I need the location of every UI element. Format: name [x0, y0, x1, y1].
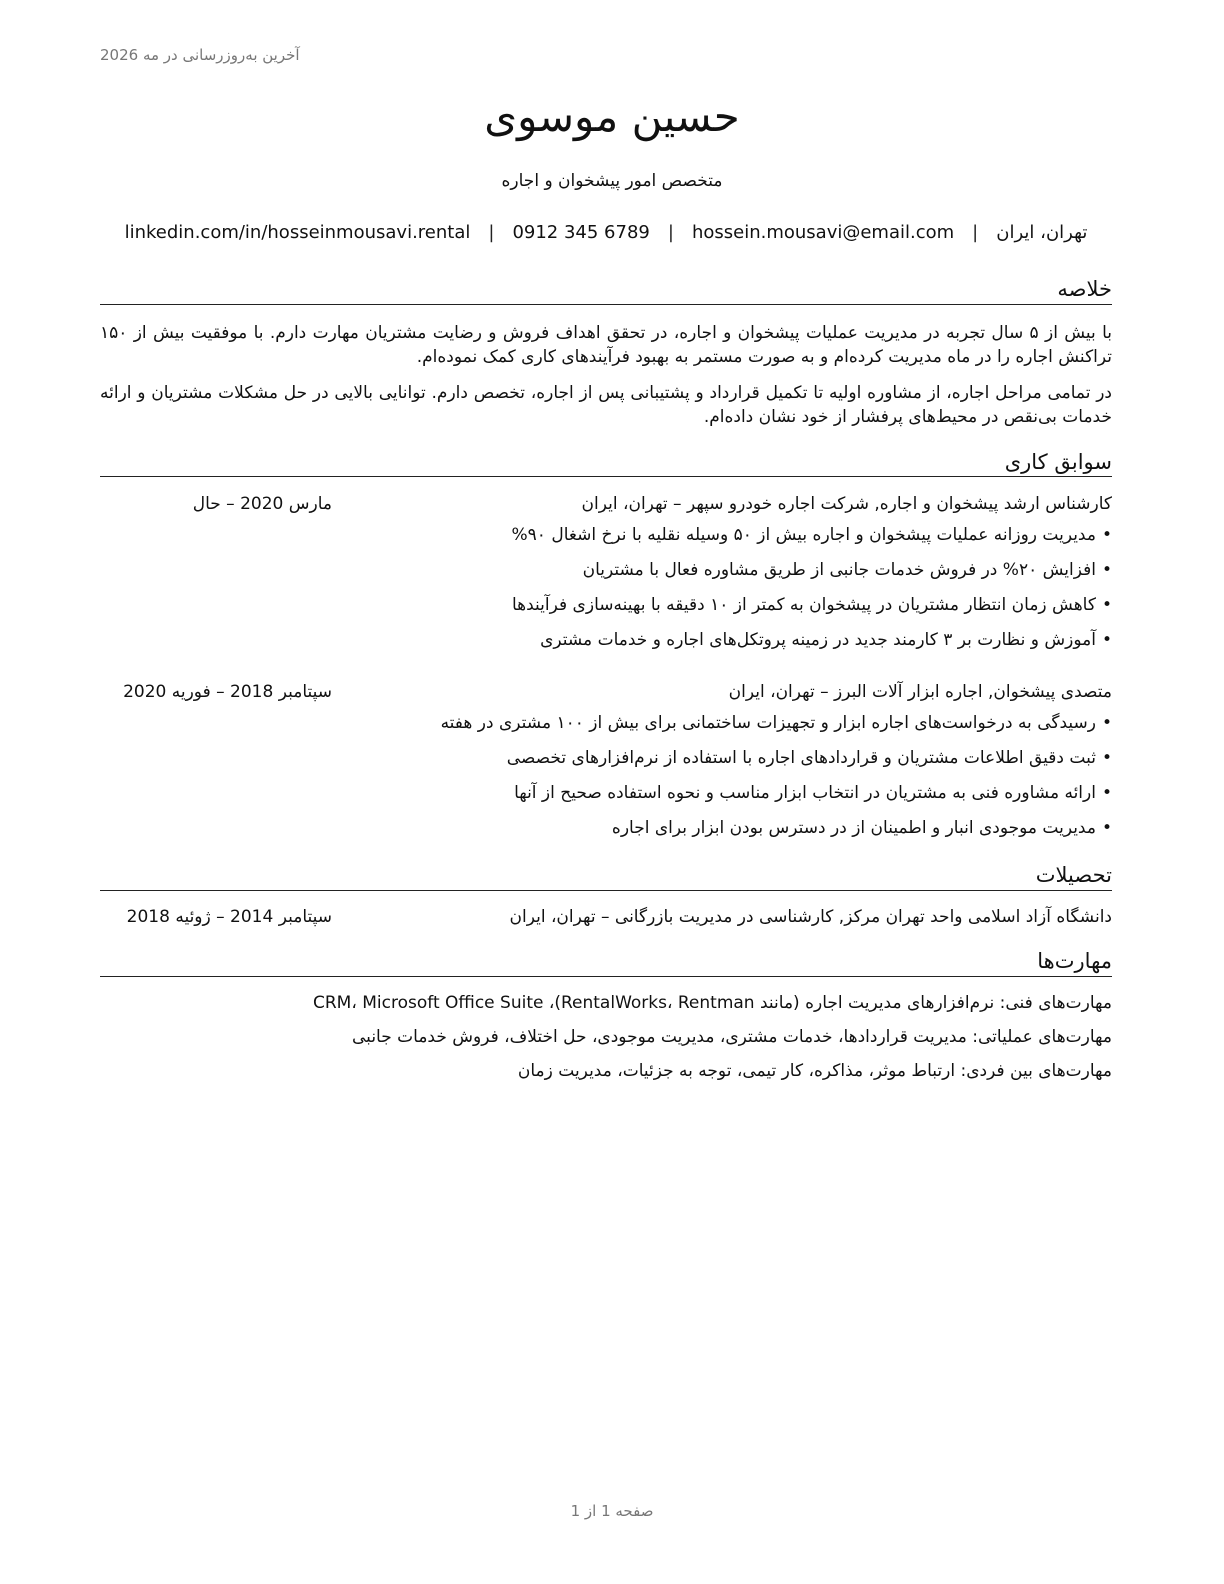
list-item: • مدیریت روزانه عملیات پیشخوان و اجاره بیش از ۵۰ وسیله نقلیه با نرخ اشغال ۹۰% — [512, 525, 1112, 560]
education-date: سپتامبر 2014 – ژوئیه 2018 — [126, 907, 332, 927]
list-item: • کاهش زمان انتظار مشتریان در پیشخوان به کمتر از ۱۰ دقیقه با بهینه‌سازی فرآیندها — [512, 595, 1112, 630]
list-item: • افزایش ۲۰% در فروش خدمات جانبی از طریق مشاوره فعال با مشتریان — [512, 560, 1112, 595]
skill-line: مهارت‌های بین فردی: ارتباط موثر، مذاکره، کار تیمی، توجه به جزئیات، مدیریت زمان — [517, 1061, 1112, 1081]
job-date: سپتامبر 2018 – فوریه 2020 — [123, 682, 332, 702]
section-divider — [100, 304, 1112, 305]
skill-line: مهارت‌های عملیاتی: مدیریت قراردادها، خدمات مشتری، مدیریت موجودی، حل اختلاف، فروش خدمات جانبی — [352, 1027, 1112, 1047]
list-item: • رسیدگی به درخواست‌های اجاره ابزار و تجهیزات ساختمانی برای بیش از ۱۰۰ مشتری در هفته — [441, 713, 1112, 748]
headline: متخصص امور پیشخوان و اجاره — [501, 171, 723, 191]
contact-separator: | — [972, 222, 979, 243]
contact-line — [100, 222, 1112, 243]
skill-line: مهارت‌های فنی: نرم‌افزارهای مدیریت اجاره (مانند RentalWorks، Rentman)، CRM، Microsoft Office Suite — [313, 993, 1112, 1013]
section-divider — [100, 976, 1112, 977]
skills-list — [313, 993, 1112, 1095]
section-title-education: تحصیلات — [1035, 863, 1112, 887]
job-title: متصدی پیشخوان, اجاره ابزار آلات البرز – تهران، ایران — [728, 682, 1112, 702]
summary-paragraph: با بیش از ۵ سال تجربه در مدیریت عملیات پیشخوان و اجاره، در تحقق اهداف فروش و رضایت مشتریان مهارت دارم. با موفقیت بیش از ۱۵۰ تراکنش اجاره را در ماه مدیریت کرده‌ام و به صورت مستمر به بهبود فرآیندهای کاری کمک نموده‌ام. — [100, 323, 1113, 367]
list-item: • مدیریت موجودی انبار و اطمینان از در دسترس بودن ابزار برای اجاره — [441, 818, 1112, 853]
job-title: کارشناس ارشد پیشخوان و اجاره, شرکت اجاره خودرو سپهر – تهران، ایران — [581, 494, 1112, 514]
contact-separator: | — [488, 222, 495, 243]
list-item: • ارائه مشاوره فنی به مشتریان در انتخاب ابزار مناسب و نحوه استفاده صحیح از آنها — [441, 783, 1112, 818]
list-item: • ثبت دقیق اطلاعات مشتریان و قراردادهای اجاره با استفاده از نرم‌افزارهای تخصصی — [441, 748, 1112, 783]
summary-paragraph: در تمامی مراحل اجاره، از مشاوره اولیه تا تکمیل قرارداد و پشتیبانی پس از اجاره، تخصص دارم. توانایی بالایی در حل مشکلات مشتریان و ارائه خدمات بی‌نقص در محیط‌های پرفشار از خود نشان داده‌ام. — [100, 383, 1112, 427]
education-degree: دانشگاه آزاد اسلامی واحد تهران مرکز, کارشناسی در مدیریت بازرگانی – تهران، ایران — [509, 907, 1112, 927]
job-bullets — [512, 525, 1112, 665]
section-title-skills: مهارت‌ها — [1037, 949, 1112, 973]
list-item: • آموزش و نظارت بر ۳ کارمند جدید در زمینه پروتکل‌های اجاره و خدمات مشتری — [512, 630, 1112, 665]
candidate-name: حسین موسوی — [484, 92, 740, 141]
section-divider — [100, 890, 1112, 891]
job-date: مارس 2020 – حال — [192, 494, 332, 514]
last-updated: آخرین به‌روزرسانی در مه 2026 — [100, 46, 300, 64]
contact-email[interactable]: hossein.mousavi@email.com — [691, 222, 955, 243]
contact-separator: | — [667, 222, 674, 243]
contact-location: تهران، ایران — [996, 222, 1088, 243]
job-bullets — [441, 713, 1112, 853]
contact-phone[interactable]: 0912 345 6789 — [512, 222, 650, 243]
section-title-summary: خلاصه — [1057, 277, 1112, 301]
section-title-experience: سوابق کاری — [1004, 450, 1112, 474]
section-divider — [100, 476, 1112, 477]
contact-linkedin[interactable]: linkedin.com/in/hosseinmousavi.rental — [124, 222, 471, 243]
page-number: صفحه 1 از 1 — [570, 1502, 654, 1520]
